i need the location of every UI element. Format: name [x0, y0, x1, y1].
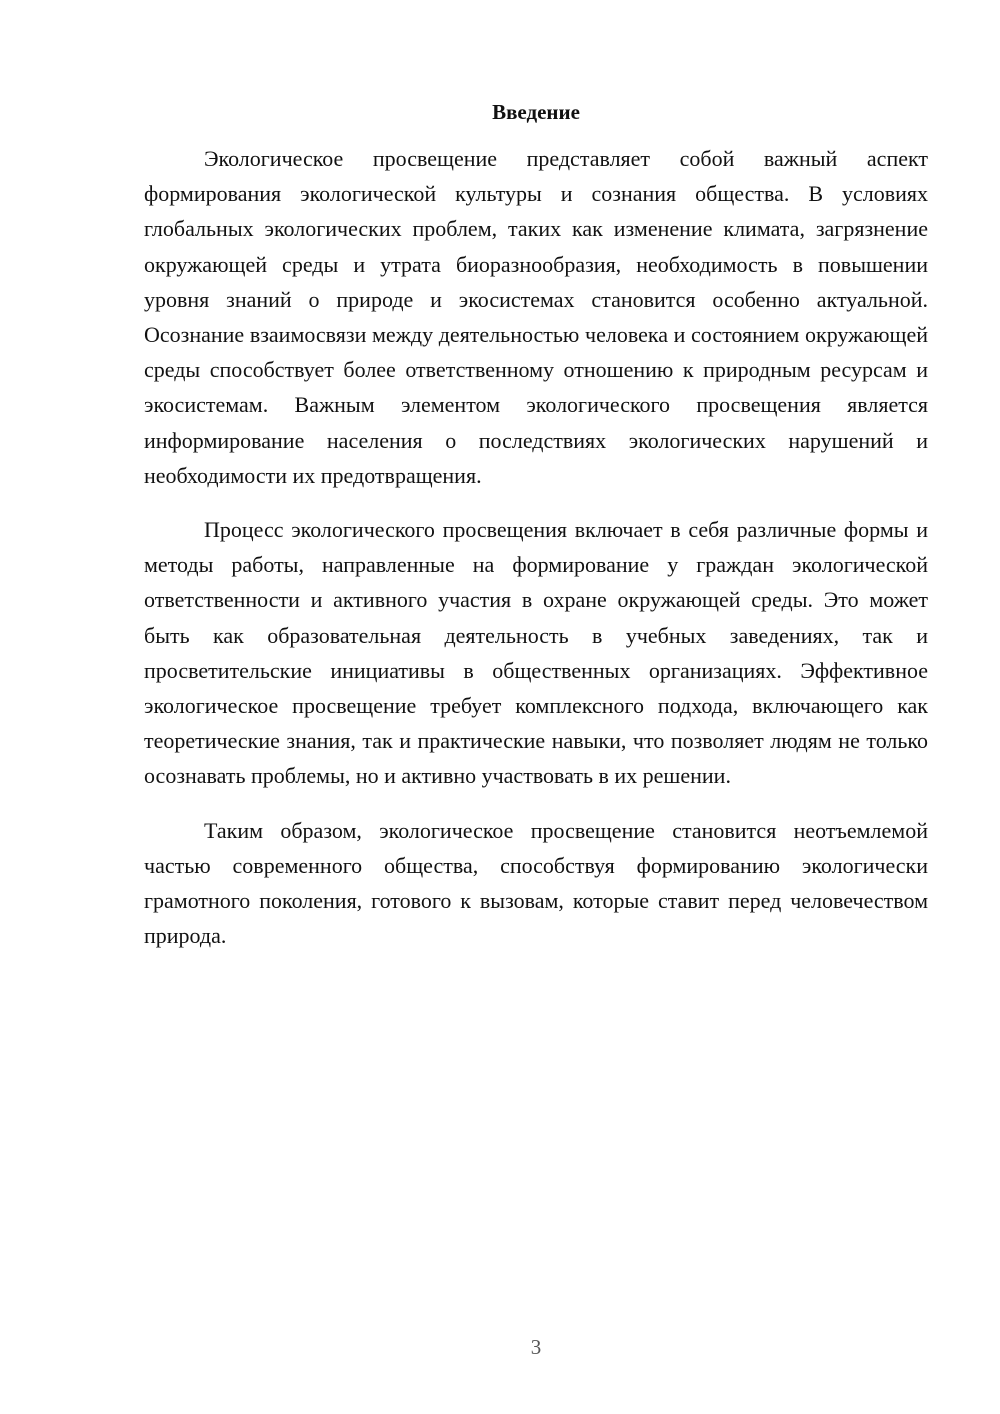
page-number: 3 — [530, 1335, 542, 1359]
paragraph-3: Таким образом, экологическое просвещение становится неотъемлемой частью современного общества, способствуя формированию экологически грамотного поколения, готового к вызовам, которые ставит перед человечеством природа. — [144, 817, 928, 949]
paragraph-2: Процесс экологического просвещения включает в себя различные формы и методы работы, направленные на формирование у граждан экологической ответственности и активного участия в охране окружающей среды. Это может быть как образовательная деятельность в учебных заведениях, так и просветительские инициативы в общественных организациях. Эффективное экологическое просвещение требует комплексного подхода, включающего как теоретические знания, так и практические навыки, что позволяет людям не только осознавать проблемы, но и активно участвовать в их решении. — [144, 517, 928, 789]
section-heading: Введение — [492, 100, 580, 124]
body-text — [144, 141, 928, 953]
paragraph-1: Экологическое просвещение представляет собой важный аспект формирования экологической культуры и сознания общества. В условиях глобальных экологических проблем, таких как изменение климата, загрязнение окружающей среды и утрата биоразнообразия, необходимость в повышении уровня знаний о природе и экосистемах становится особенно актуальной. Осознание взаимосвязи между деятельностью человека и состоянием окружающей среды способствует более ответственному отношению к природным ресурсам и экосистемам. Важным элементом экологического просвещения является информирование населения о последствиях экологических нарушений и необходимости их предотвращения. — [144, 146, 928, 488]
